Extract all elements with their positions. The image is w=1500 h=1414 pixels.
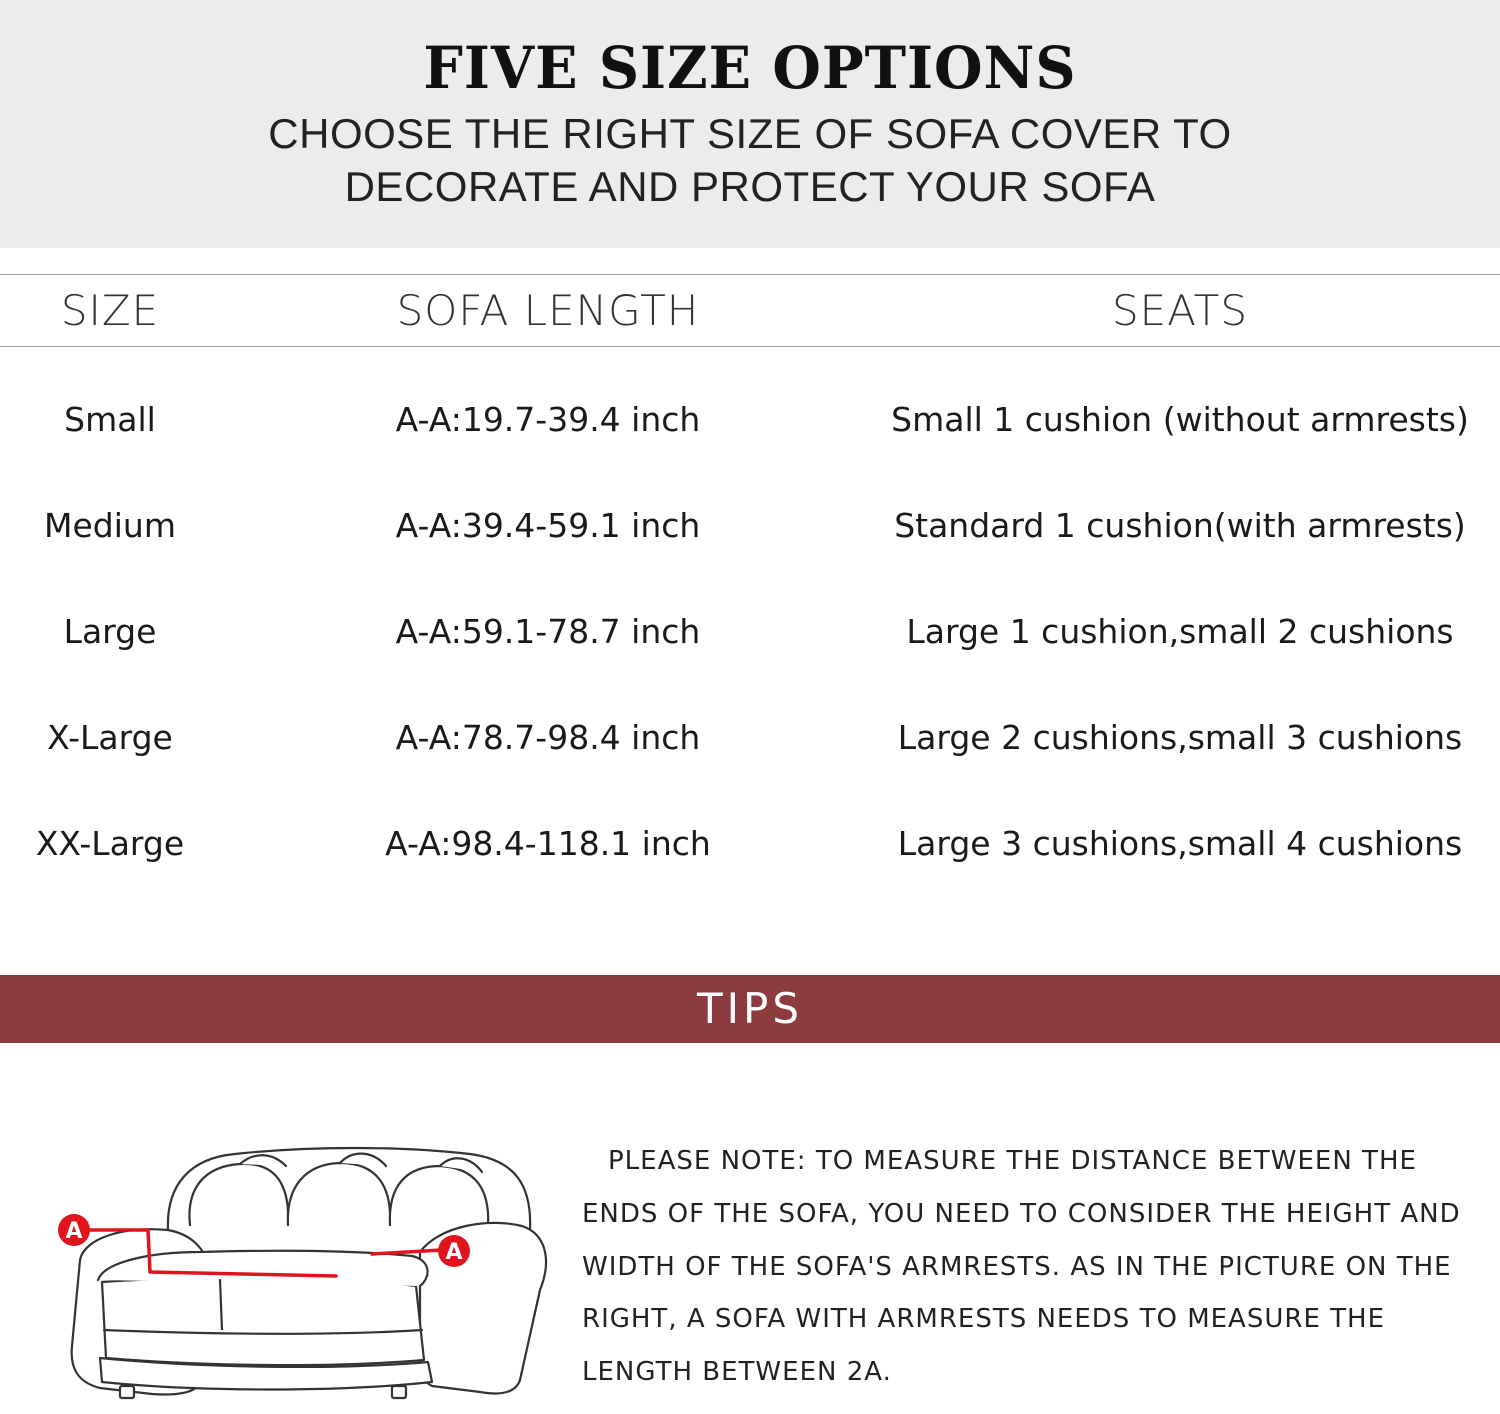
row-seats: Large 1 cushion,small 2 cushions	[906, 612, 1454, 651]
column-header-seats: SEATS	[1112, 286, 1248, 335]
row-length: A-A:78.7-98.4 inch	[395, 718, 701, 757]
marker-right-label: A	[445, 1240, 463, 1265]
row-size: X-Large	[47, 718, 173, 757]
header-banner	[0, 0, 1500, 248]
row-size: XX-Large	[35, 824, 185, 863]
table-header-divider	[0, 346, 1500, 347]
row-length: A-A:19.7-39.4 inch	[395, 400, 701, 439]
column-header-sofa-length: SOFA LENGTH	[396, 286, 700, 335]
row-seats: Small 1 cushion (without armrests)	[891, 400, 1469, 439]
subtitle-line-1: CHOOSE THE RIGHT SIZE OF SOFA COVER TO	[268, 110, 1232, 157]
row-seats: Large 3 cushions,small 4 cushions	[897, 824, 1463, 863]
row-seats: Standard 1 cushion(with armrests)	[894, 506, 1466, 545]
row-length: A-A:98.4-118.1 inch	[385, 824, 711, 863]
sofa-measurement-diagram	[40, 1130, 570, 1410]
subtitle-line-2: DECORATE AND PROTECT YOUR SOFA	[344, 163, 1156, 210]
row-size: Large	[63, 612, 157, 651]
row-length: A-A:59.1-78.7 inch	[395, 612, 701, 651]
row-length: A-A:39.4-59.1 inch	[395, 506, 701, 545]
row-size: Small	[64, 400, 156, 439]
row-size: Medium	[44, 506, 176, 545]
table-top-divider	[0, 274, 1500, 275]
column-header-size: SIZE	[60, 286, 160, 335]
tips-banner: TIPS	[0, 975, 1500, 1043]
marker-left-label: A	[65, 1219, 83, 1244]
row-seats: Large 2 cushions,small 3 cushions	[897, 718, 1463, 757]
page-title: FIVE SIZE OPTIONS	[423, 34, 1077, 102]
measurement-note: PLEASE NOTE: TO MEASURE THE DISTANCE BETWEEN THE ENDS OF THE SOFA, YOU NEED TO CONSIDER THE HEIGHT AND WIDTH OF THE SOFA'S ARMRESTS. AS IN THE PICTURE ON THE RIGHT, A SOFA WITH ARMRESTS NEEDS TO MEASURE THE LENGTH BETWEEN 2A.	[582, 1146, 1461, 1388]
